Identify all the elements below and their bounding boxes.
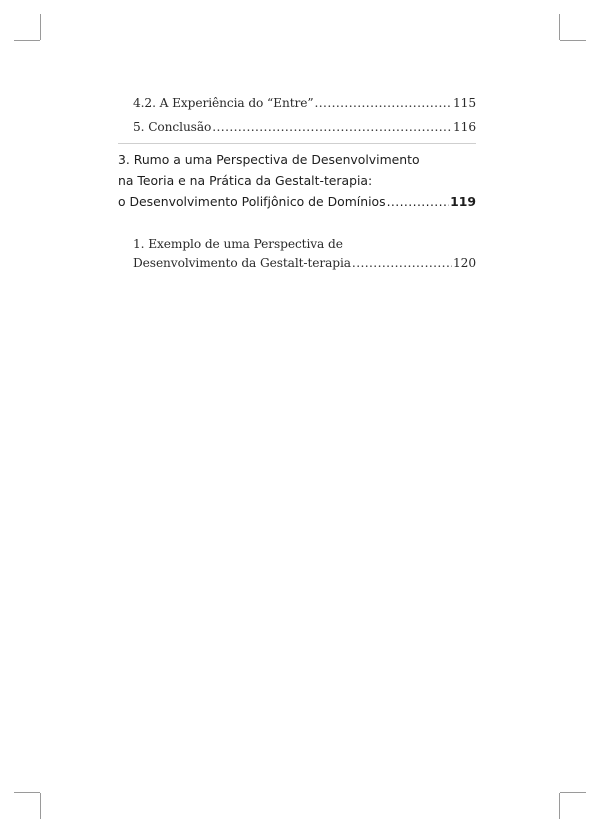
toc-entry-page: 115: [453, 96, 476, 110]
crop-mark: [40, 793, 41, 819]
crop-mark: [559, 14, 560, 40]
chapter-title-line: na Teoria e na Prática da Gestalt-terapia:: [118, 173, 373, 188]
chapter-title-line: 3. Rumo a uma Perspectiva de Desenvolvimento: [118, 152, 420, 167]
toc-entry: [133, 235, 476, 273]
leader-dots: [212, 118, 452, 137]
section-divider: [118, 143, 476, 144]
toc-entry-title: 1. Exemplo de uma Perspectiva de: [133, 237, 343, 251]
chapter-page: 119: [450, 194, 476, 209]
leader-dots: [352, 254, 452, 273]
crop-mark: [40, 14, 41, 40]
toc-entry-title: Desenvolvimento da Gestalt-terapia: [133, 256, 351, 270]
toc-entry: [133, 118, 476, 137]
chapter-title-line: o Desenvolvimento Polifjônico de Domínios: [118, 194, 386, 209]
crop-mark: [560, 792, 586, 793]
toc-entry-title: 4.2. A Experiência do “Entre”: [133, 96, 314, 110]
crop-mark: [559, 793, 560, 819]
toc-entry-page: 116: [453, 120, 476, 134]
crop-mark: [560, 40, 586, 41]
toc-entry: [133, 94, 476, 113]
toc-entry-page: 120: [453, 256, 476, 270]
crop-mark: [14, 40, 40, 41]
toc-entry-title: 5. Conclusão: [133, 120, 212, 134]
leader-dots: [387, 191, 450, 212]
chapter-heading: [118, 149, 476, 212]
leader-dots: [315, 94, 453, 113]
crop-mark: [14, 792, 40, 793]
